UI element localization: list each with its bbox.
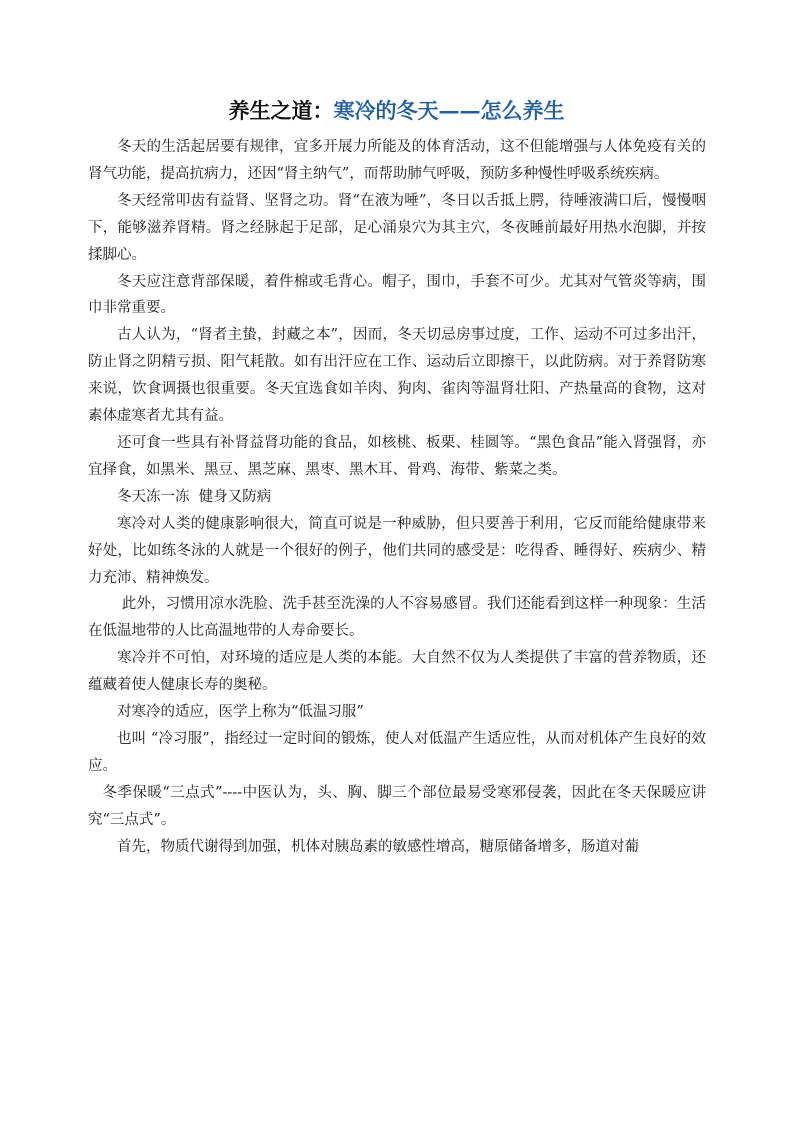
article-body [88,134,706,860]
paragraph: 寒冷对人类的健康影响很大，简直可说是一种威胁，但只要善于利用，它反而能给健康带来好处，比如练冬泳的人就是一个很好的例子，他们共同的感受是：吃得香、睡得好、疾病少、精力充沛、精神焕发。 [88,515,706,586]
paragraph: 对寒冷的适应，医学上称为“低温习服” [117,704,364,721]
paragraph: 寒冷并不可怕，对环境的适应是人类的本能。大自然不仅为人类提供了丰富的营养物质，还蕴藏着使人健康长寿的奥秘。 [88,650,706,694]
paragraph: 冬天经常叩齿有益肾、坚肾之功。肾“在液为唾”，冬日以舌抵上腭，待唾液满口后，慢慢咽下，能够滋养肾精。肾之经脉起于足部，足心涌泉穴为其主穴，冬夜睡前最好用热水泡脚，并按揉脚心。 [88,192,706,263]
paragraph: 冬天的生活起居要有规律，宜多开展力所能及的体育活动，这不但能增强与人体免疫有关的肾气功能，提高抗病力，还因“肾主纳气”，而帮助肺气呼吸，预防多种慢性呼吸系统疾病。 [88,139,706,182]
title-main: 寒冷的冬天——怎么养生 [333,98,565,123]
paragraph: 还可食一些具有补肾益肾功能的食品，如核桃、板栗、桂圆等。“黑色食品”能入肾强肾，亦宜择食，如黑米、黑豆、黑芝麻、黑枣、黑木耳、骨鸡、海带、紫菜之类。 [88,434,706,478]
paragraph: 此外，习惯用凉水洗脸、洗手甚至洗澡的人不容易感冒。我们还能看到这样一种现象：生活在低温地带的人比高温地带的人寿命要长。 [88,596,707,640]
paragraph: 也叫 “冷习服”，指经过一定时间的锻炼，使人对低温产生适应性，从而对机体产生良好的效应。 [88,730,706,774]
document-title [0,96,793,126]
paragraph: 冬季保暖“三点式”----中医认为，头、胸、脚三个部位最易受寒邪侵袭，因此在冬天保暖应讲究“三点式”。 [88,784,706,828]
section-heading: 冬天冻一冻 健身又防病 [117,488,272,505]
paragraph: 古人认为，“肾者主蛰，封藏之本”，因而，冬天切忌房事过度，工作、运动不可过多出汗，防止肾之阴精亏损、阳气耗散。如有出汗应在工作、运动后立即擦干，以此防病。对于养肾防寒来说，饮食调摄也很重要。冬天宜选食如羊肉、狗肉、雀肉等温肾壮阳、产热量高的食物，这对素体虚寒者尤其有益。 [88,327,706,425]
paragraph: 首先，物质代谢得到加强，机体对胰岛素的敏感性增高，糖原储备增多，肠道对葡 [117,838,639,855]
title-prefix: 养生之道： [228,98,334,123]
paragraph: 冬天应注意背部保暖，着件棉或毛背心。帽子，围巾，手套不可少。尤其对气管炎等病，围巾非常重要。 [88,273,706,317]
